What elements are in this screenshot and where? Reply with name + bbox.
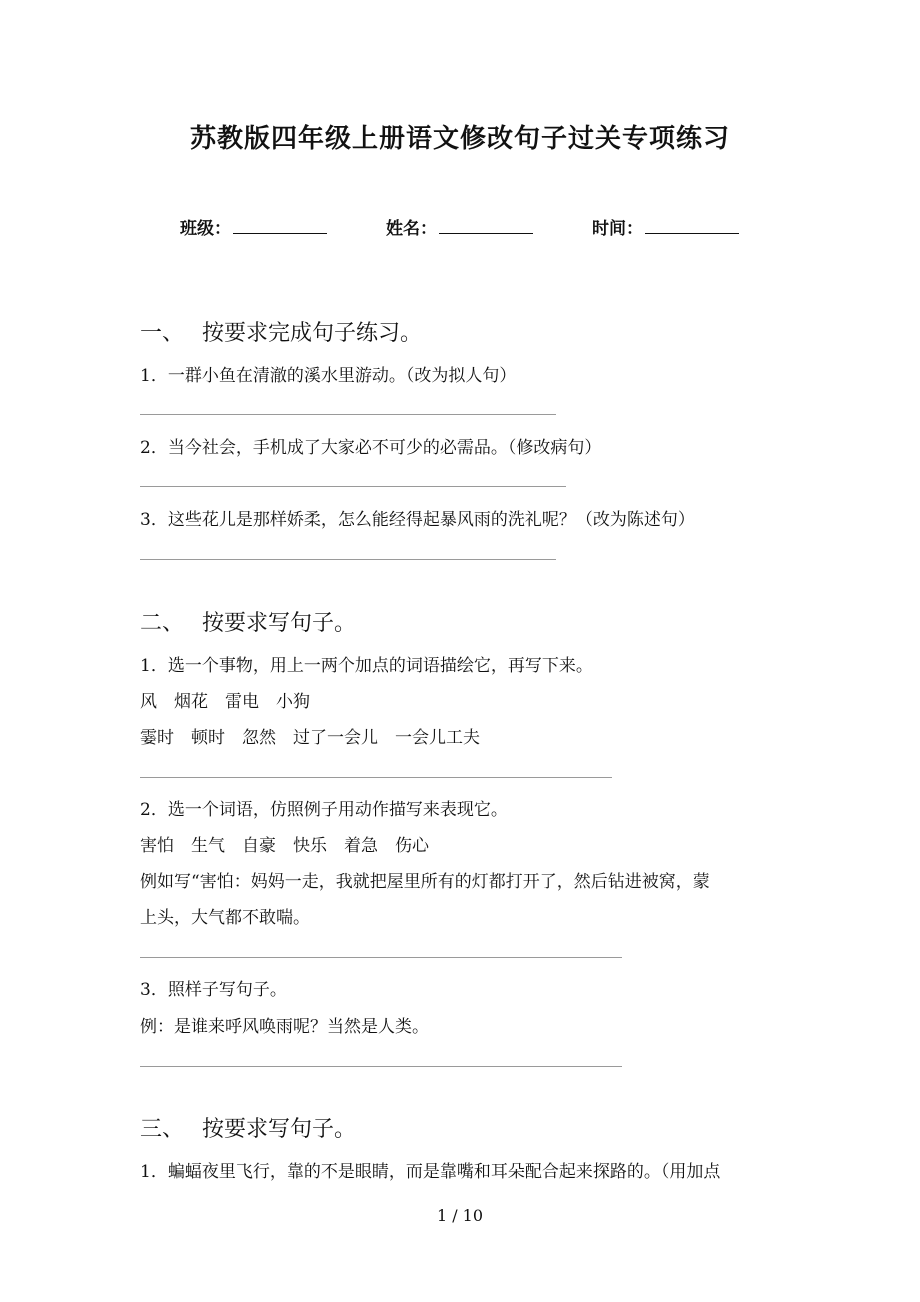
- example-line: 例如写“害怕：妈妈一走，我就把屋里所有的灯都打开了，然后钻进被窝，蒙: [140, 872, 710, 892]
- question-line: 1．蝙蝠夜里飞行，靠的不是眼睛，而是靠嘴和耳朵配合起来探路的。（用加点: [140, 1162, 721, 1182]
- question-line: 3．照样子写句子。: [140, 980, 287, 1000]
- class-blank[interactable]: [233, 217, 327, 234]
- section-2-heading: [140, 606, 356, 637]
- section-2-number: 二、: [140, 611, 185, 636]
- time-field: [592, 214, 739, 239]
- question-line: 2．当今社会，手机成了大家必不可少的必需品。（修改病句）: [140, 438, 602, 458]
- example-line: 上头，大气都不敢喘。: [140, 908, 310, 928]
- page-title: 苏教版四年级上册语文修改句子过关专项练习: [189, 124, 730, 154]
- time-blank[interactable]: [645, 217, 739, 234]
- question-line: 1．选一个事物，用上一两个加点的词语描绘它，再写下来。: [140, 656, 593, 676]
- name-field: [386, 214, 533, 239]
- section-2-title: 按要求写句子。: [202, 611, 357, 636]
- page-number: 1 / 10: [436, 1206, 484, 1225]
- word-list: 霎时 顿时 忽然 过了一会儿 一会儿工夫: [140, 728, 480, 748]
- answer-line[interactable]: [140, 777, 612, 778]
- section-1-heading: [140, 316, 422, 347]
- section-3-title: 按要求写句子。: [202, 1117, 357, 1142]
- class-field: [180, 214, 327, 239]
- time-label: 时间：: [592, 219, 643, 239]
- class-label: 班级：: [180, 219, 231, 239]
- name-blank[interactable]: [439, 217, 533, 234]
- section-1-number: 一、: [140, 321, 185, 346]
- answer-line[interactable]: [140, 486, 566, 487]
- section-3-heading: [140, 1112, 356, 1143]
- name-label: 姓名：: [386, 219, 437, 239]
- example-line: 例：是谁来呼风唤雨呢？当然是人类。: [140, 1017, 429, 1037]
- section-3-number: 三、: [140, 1117, 185, 1142]
- question-line: 3．这些花儿是那样娇柔，怎么能经得起暴风雨的洗礼呢？（改为陈述句）: [140, 510, 695, 530]
- answer-line[interactable]: [140, 559, 556, 560]
- word-list: 害怕 生气 自豪 快乐 着急 伤心: [140, 836, 429, 856]
- question-line: 2．选一个词语，仿照例子用动作描写来表现它。: [140, 800, 508, 820]
- question-line: 1．一群小鱼在清澈的溪水里游动。（改为拟人句）: [140, 366, 517, 386]
- answer-line[interactable]: [140, 957, 622, 958]
- answer-line[interactable]: [140, 1066, 622, 1067]
- answer-line[interactable]: [140, 414, 556, 415]
- word-list: 风 烟花 雷电 小狗: [140, 692, 310, 712]
- section-1-title: 按要求完成句子练习。: [202, 321, 423, 346]
